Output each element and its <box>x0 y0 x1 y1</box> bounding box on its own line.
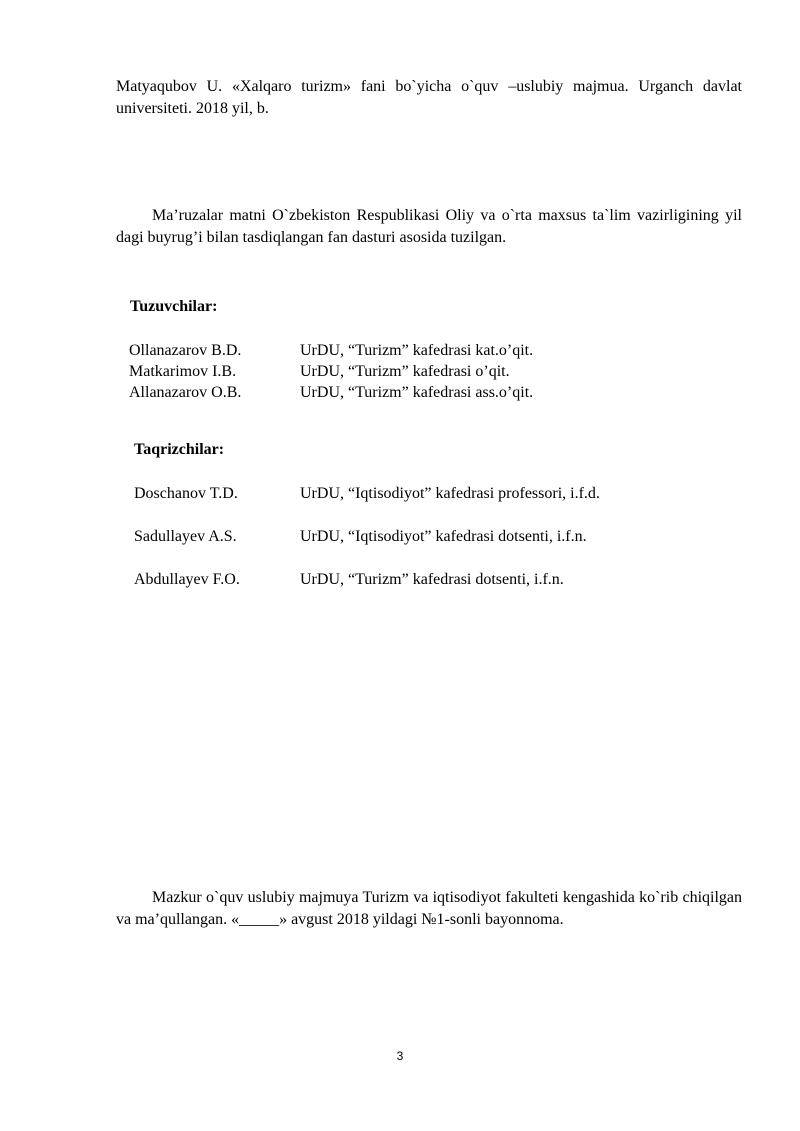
page-number: 3 <box>396 1049 404 1063</box>
compiler-role: UrDU, “Turizm” kafedrasi o’qit. <box>300 363 510 380</box>
reviewer-name: Sadullayev A.S. <box>134 528 237 545</box>
reviewer-name: Doschanov T.D. <box>134 485 238 502</box>
reviewer-name: Abdullayev F.O. <box>134 571 240 588</box>
reviewer-role: UrDU, “Iqtisodiyot” kafedrasi dotsenti, i.f.n. <box>300 528 587 545</box>
compiler-role: UrDU, “Turizm” kafedrasi ass.o’qit. <box>300 384 534 401</box>
compiler-name: Allanazarov O.B. <box>129 384 242 401</box>
reviewer-role: UrDU, “Iqtisodiyot” kafedrasi professori, i.f.d. <box>300 485 600 502</box>
intro-citation: Matyaqubov U. «Xalqaro turizm» fani bo`yicha o`quv –uslubiy majmua. Urganch davlat universiteti. 2018 yil, b. <box>116 78 742 117</box>
reviewers-heading: Taqrizchilar: <box>134 441 225 458</box>
approval-note: Mazkur o`quv uslubiy majmuya Turizm va iqtisodiyot fakulteti kengashida ko`rib chiqilgan va ma’qullangan. «_____» avgust 2018 yildagi №1-sonli bayonnoma. <box>116 889 742 928</box>
lectures-note: Ma’ruzalar matni O`zbekiston Respublikasi Oliy va o`rta maxsus ta`lim vazirligining yil dagi buyrug’i bilan tasdiqlangan fan dasturi asosida tuzilgan. <box>116 207 742 246</box>
compiler-role: UrDU, “Turizm” kafedrasi kat.o’qit. <box>300 342 534 359</box>
compiler-name: Ollanazarov B.D. <box>129 342 242 359</box>
reviewer-role: UrDU, “Turizm” kafedrasi dotsenti, i.f.n. <box>300 571 564 588</box>
compiler-name: Matkarimov I.B. <box>129 363 237 380</box>
compilers-heading: Tuzuvchilar: <box>130 298 218 315</box>
